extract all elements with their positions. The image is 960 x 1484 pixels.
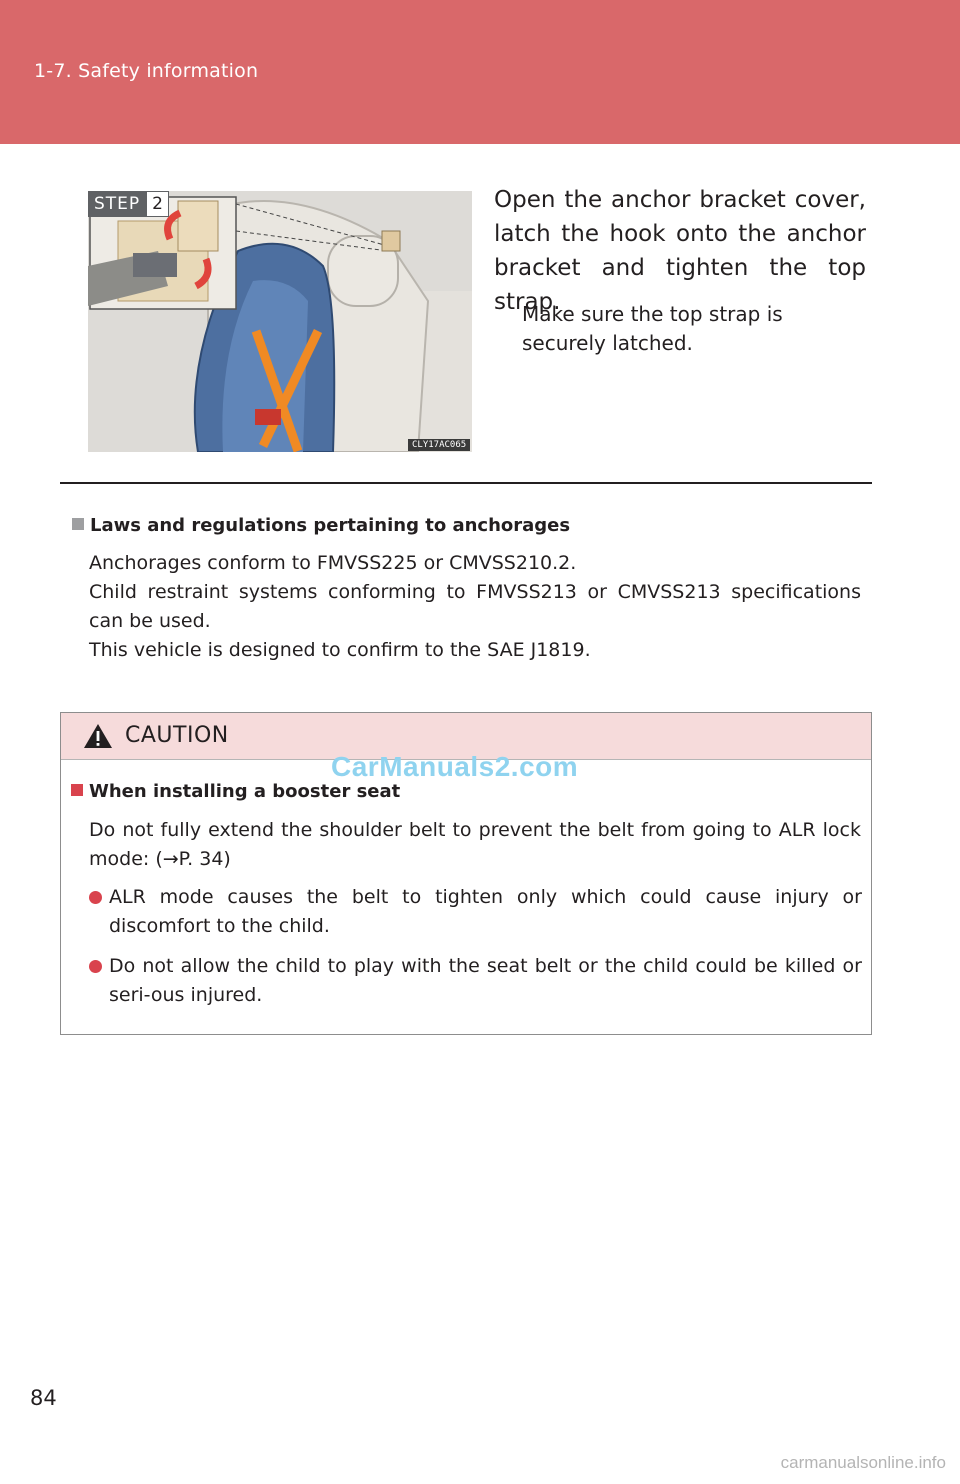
caution-bullet-text: ALR mode causes the belt to tighten only which could cause injury or discomfort to the child. bbox=[109, 886, 862, 937]
child-seat-illustration bbox=[88, 191, 472, 452]
page-number: 84 bbox=[30, 1386, 57, 1410]
caution-bullet bbox=[89, 883, 862, 941]
gray-square-icon bbox=[72, 518, 84, 530]
step-instruction: Open the anchor bracket cover, latch the hook onto the anchor bracket and tighten the top strap. bbox=[494, 187, 866, 315]
laws-line: Child restraint systems conforming to FMVSS213 or CMVSS213 specifications can be used. bbox=[89, 581, 861, 632]
step-note: Make sure the top strap is securely latched. bbox=[522, 302, 783, 355]
section-divider bbox=[60, 482, 872, 484]
image-code: CLY17AC065 bbox=[408, 439, 470, 451]
caution-bullet-text: Do not allow the child to play with the seat belt or the child could be killed or seri-ous injured. bbox=[109, 955, 862, 1006]
caution-box bbox=[60, 712, 872, 1035]
laws-line: This vehicle is designed to confirm to the SAE J1819. bbox=[89, 639, 591, 661]
caution-bullet bbox=[89, 952, 862, 1010]
section-title: 1-7. Safety information bbox=[34, 60, 259, 82]
page-header bbox=[0, 0, 960, 144]
step-number: 2 bbox=[146, 191, 169, 217]
red-square-icon bbox=[71, 784, 83, 796]
step-badge bbox=[88, 191, 169, 217]
caution-body: Do not fully extend the shoulder belt to prevent the belt from going to ALR lock mode: (→P. 34) bbox=[89, 819, 861, 870]
footer-site-link[interactable]: carmanualsonline.info bbox=[780, 1453, 946, 1472]
laws-heading bbox=[72, 513, 570, 539]
warning-triangle-icon bbox=[83, 723, 113, 749]
caution-heading-text: When installing a booster seat bbox=[89, 781, 401, 802]
laws-body bbox=[89, 549, 861, 665]
step-label: STEP bbox=[88, 191, 146, 217]
laws-line: Anchorages conform to FMVSS225 or CMVSS210.2. bbox=[89, 552, 577, 574]
caution-label: CAUTION bbox=[125, 723, 229, 748]
watermark-logo: CarManuals2.com bbox=[331, 751, 579, 782]
red-dot-icon bbox=[89, 891, 102, 904]
laws-heading-text: Laws and regulations pertaining to anchorages bbox=[90, 515, 571, 536]
child-seat-drawing bbox=[88, 191, 472, 452]
red-dot-icon bbox=[89, 960, 102, 973]
caution-heading bbox=[71, 779, 400, 805]
